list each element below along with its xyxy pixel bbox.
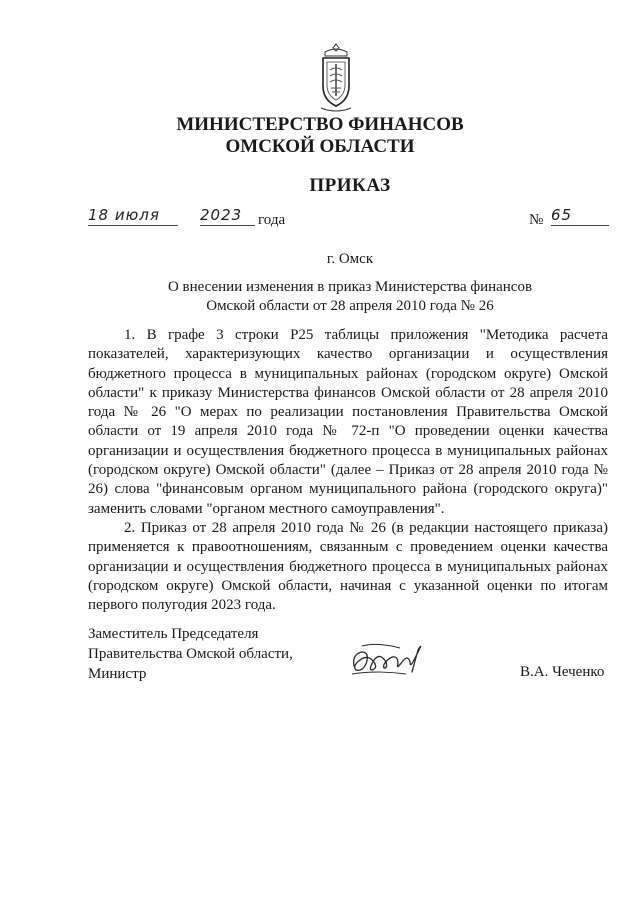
- signatory-position: [88, 624, 293, 684]
- subject-line1: О внесении изменения в приказ Министерства финансов: [167, 279, 533, 295]
- document-subject: [0, 278, 640, 316]
- position-line2: Правительства Омской области,: [88, 646, 293, 662]
- body-paragraph-2: 2. Приказ от 28 апреля 2010 года № 26 (в редакции настоящего приказа) применяется к правоотношениям, связанным с проведением оценки качества организации и осуществления бюджетного процесса в муниципальных районах (городском округе) Омской области, начиная с указанной оценки по итогам первого полугодия 2023 года.: [88, 519, 608, 614]
- handwritten-date-day: 18 июля: [88, 206, 178, 226]
- coat-of-arms-icon: [319, 42, 353, 114]
- document-body: [88, 326, 608, 615]
- city-name: г. Омск: [326, 251, 374, 267]
- handwritten-date-year: 2023: [200, 206, 255, 226]
- year-word: года: [258, 212, 286, 228]
- ministry-name-line2: ОМСКОЙ ОБЛАСТИ: [225, 136, 415, 157]
- body-paragraph-1: 1. В графе 3 строки Р25 таблицы приложения "Методика расчета показателей, характеризующих качество организации и осуществления бюджетного процесса в муниципальных районах (городском округе) Омской области" к приказу Министерства финансов Омской области от 28 апреля 2010 года № 26 "О мерах по реализации постановления Правительства Омской области от 19 апреля 2010 года № 72-п "О проведении оценки качества организации и осуществления бюджетного процесса в муниципальных районах (городском округе) Омской области" (далее – Приказ от 28 апреля 2010 года № 26) слова "финансовым органом муниципального района (городского округа)" заменить словами "органом местного самоуправления".: [88, 327, 608, 517]
- signatory-name: В.А. Чеченко: [520, 664, 605, 680]
- handwritten-signature: [348, 640, 432, 680]
- document-type-title: ПРИКАЗ: [309, 175, 391, 196]
- position-line1: Заместитель Председателя: [88, 626, 259, 642]
- subject-line2: Омской области от 28 апреля 2010 года № 26: [206, 298, 494, 314]
- position-line3: Министр: [88, 666, 147, 682]
- number-sign: №: [529, 212, 544, 228]
- handwritten-number: 65: [551, 206, 609, 226]
- ministry-name-line1: МИНИСТЕРСТВО ФИНАНСОВ: [176, 114, 464, 135]
